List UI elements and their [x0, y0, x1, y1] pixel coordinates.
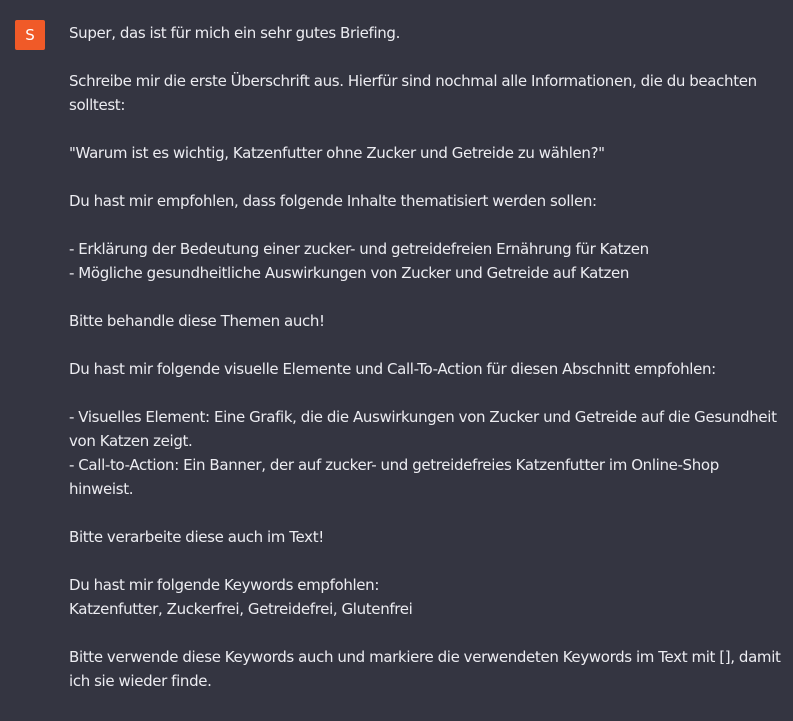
keywords-block — [69, 573, 784, 621]
message-paragraph: Bitte verwende diese Keywords auch und markiere die verwendeten Keywords im Text mit [], damit ich sie wieder finde. — [69, 648, 781, 690]
user-message-text — [69, 21, 784, 717]
message-paragraph: Du hast mir folgende visuelle Elemente und Call-To-Action für diesen Abschnitt empfohlen: — [69, 360, 716, 378]
list-item: - Erklärung der Bedeutung einer zucker- und getreidefreien Ernährung für Katzen — [69, 240, 649, 258]
avatar-initial: S — [25, 26, 35, 44]
content-list — [69, 237, 784, 285]
message-paragraph: Bitte verarbeite diese auch im Text! — [69, 528, 324, 546]
message-paragraph: Bitte behandle diese Themen auch! — [69, 312, 325, 330]
message-paragraph: Du hast mir empfohlen, dass folgende Inhalte thematisiert werden sollen: — [69, 192, 597, 210]
message-paragraph: Schreibe mir die erste Überschrift aus. Hierfür sind nochmal alle Informationen, die du beachten solltest: — [69, 72, 757, 114]
keywords-intro: Du hast mir folgende Keywords empfohlen: — [69, 576, 380, 594]
message-heading-quote: "Warum ist es wichtig, Katzenfutter ohne Zucker und Getreide zu wählen?" — [69, 144, 605, 162]
keywords-list: Katzenfutter, Zuckerfrei, Getreidefrei, Glutenfrei — [69, 600, 413, 618]
message-paragraph: Super, das ist für mich ein sehr gutes Briefing. — [69, 24, 401, 42]
list-item: - Mögliche gesundheitliche Auswirkungen von Zucker und Getreide auf Katzen — [69, 264, 630, 282]
list-item: - Visuelles Element: Eine Grafik, die die Auswirkungen von Zucker und Getreide auf die Gesundheit von Katzen zeigt. — [69, 408, 777, 450]
visual-list — [69, 405, 784, 501]
list-item: - Call-to-Action: Ein Banner, der auf zucker- und getreidefreies Katzenfutter im Online-Shop hinweist. — [69, 456, 719, 498]
user-avatar — [15, 20, 45, 50]
